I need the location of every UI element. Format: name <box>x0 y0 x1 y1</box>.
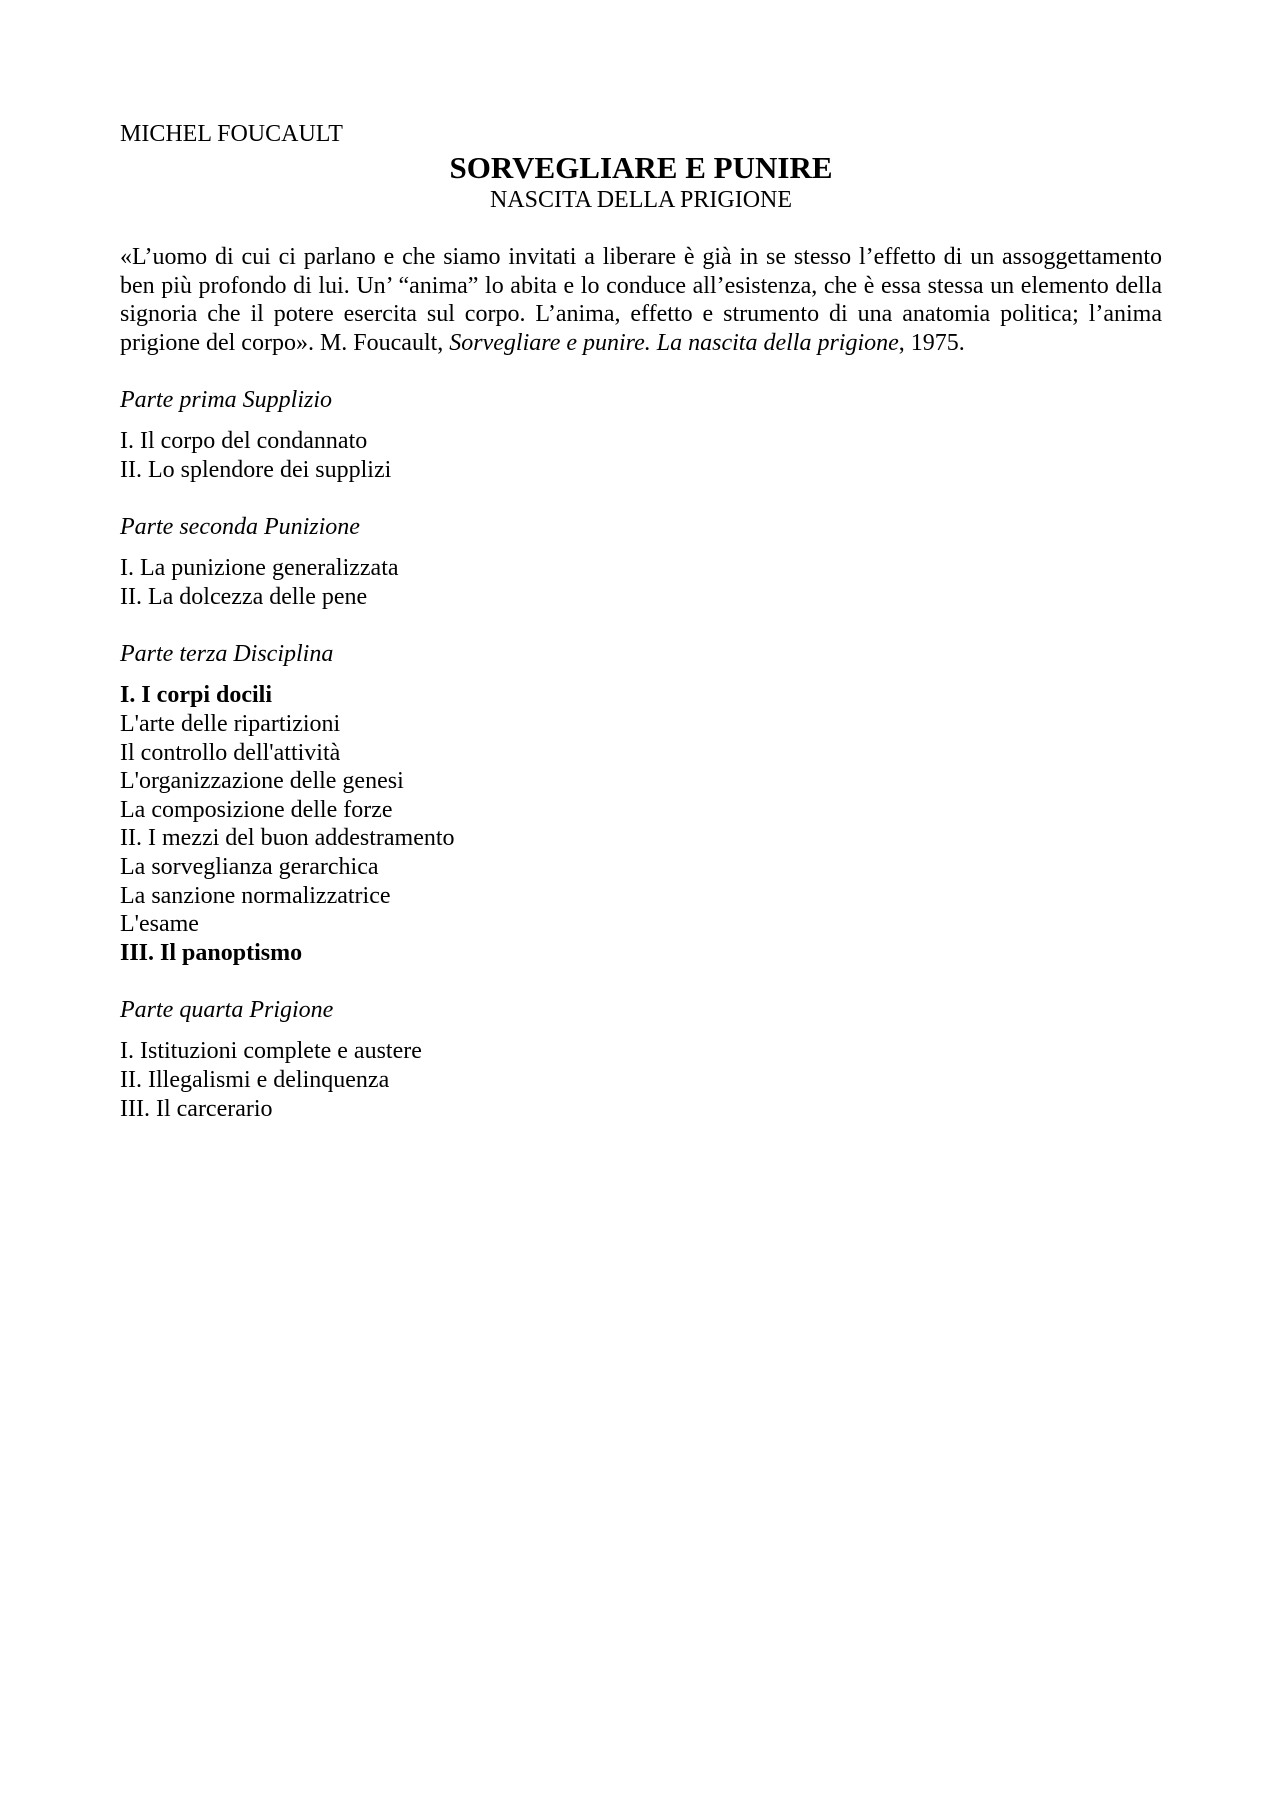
chapter-item: II. Illegalismi e delinquenza <box>120 1066 390 1093</box>
chapter-item: I. La punizione generalizzata <box>120 555 399 582</box>
chapter-item: L'esame <box>120 911 199 938</box>
document-title: SORVEGLIARE E PUNIRE <box>449 150 833 185</box>
part-4 <box>120 995 1162 1123</box>
epigraph-quote <box>120 243 1162 357</box>
chapter-item: I. Il corpo del condannato <box>120 428 368 454</box>
part-title: Parte quarta Prigione <box>120 997 334 1024</box>
chapter-item: III. Il panoptismo <box>120 939 303 966</box>
chapter-item: I. I corpi docili <box>120 682 273 709</box>
chapter-item: II. La dolcezza delle pene <box>120 583 368 610</box>
author-name: MICHEL FOUCAULT <box>120 121 343 147</box>
part-3 <box>120 639 1162 967</box>
part-title: Parte prima Supplizio <box>120 387 333 413</box>
part-2 <box>120 512 1162 611</box>
chapter-item: II. I mezzi del buon addestramento <box>120 825 455 852</box>
chapter-item: L'arte delle ripartizioni <box>120 710 341 737</box>
chapter-item: La composizione delle forze <box>120 796 393 823</box>
chapter-list <box>120 427 1162 484</box>
chapter-item: Il controllo dell'attività <box>120 739 341 766</box>
chapter-item: II. Lo splendore dei supplizi <box>120 456 392 483</box>
chapter-item: La sorveglianza gerarchica <box>120 853 379 880</box>
chapter-item: I. Istituzioni complete e austere <box>120 1038 422 1065</box>
quote-book-title: Sorvegliare e punire. La nascita della prigione <box>449 329 899 356</box>
part-title: Parte terza Disciplina <box>120 641 334 668</box>
chapter-item: III. Il carcerario <box>120 1095 273 1122</box>
chapter-list <box>120 681 1162 967</box>
quote-text: «L’uomo di cui ci parlano e che siamo invitati a liberare è già in se stesso l’effetto di un assoggettamento ben più profondo di lui. Un’ “anima” lo abita e lo conduce all’esistenza, che è essa stessa un elemento della signoria che il potere esercita sul corpo. L’anima, effetto e strumento di una anatomia politica; l’anima prigione del corpo». M. Foucault, <box>120 244 1162 356</box>
quote-year: , 1975. <box>898 329 965 356</box>
part-1 <box>120 385 1162 484</box>
chapter-list <box>120 554 1162 611</box>
document-subtitle: NASCITA DELLA PRIGIONE <box>489 187 793 213</box>
chapter-item: La sanzione normalizzatrice <box>120 882 391 909</box>
chapter-list <box>120 1037 1162 1123</box>
part-title: Parte seconda Punizione <box>120 514 360 541</box>
chapter-item: L'organizzazione delle genesi <box>120 768 404 795</box>
